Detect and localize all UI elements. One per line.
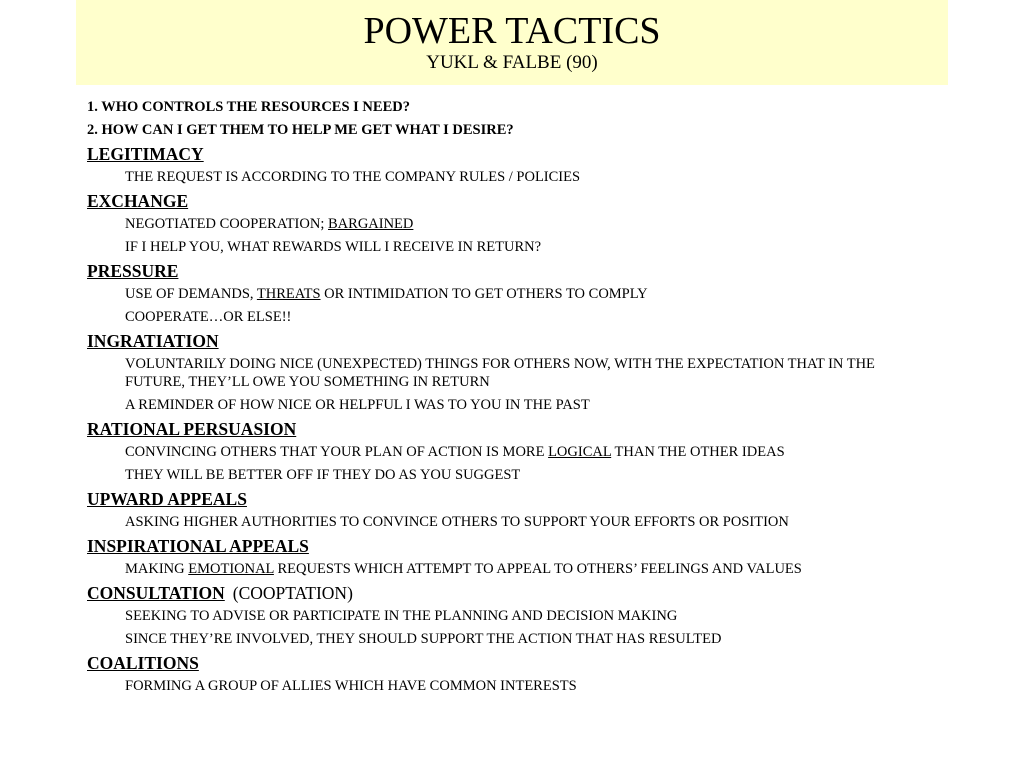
tactic-detail: FORMING A GROUP OF ALLIES WHICH HAVE COMMON INTERESTS <box>125 678 577 694</box>
detail-text: MAKING <box>125 561 189 577</box>
tactic-alias: (COOPTATION) <box>232 583 353 603</box>
emphasis-text: EMOTIONAL <box>188 561 274 577</box>
tactic-heading-upward-appeals <box>87 489 987 510</box>
tactic-detail: ASKING HIGHER AUTHORITIES TO CONVINCE OTHERS TO SUPPORT YOUR EFFORTS OR POSITION <box>125 514 789 530</box>
detail-text: OR INTIMIDATION TO GET OTHERS TO COMPLY <box>320 286 648 302</box>
tactic-name: UPWARD APPEALS <box>87 489 247 509</box>
tactic-heading-coalitions <box>87 653 987 674</box>
tactic-heading-pressure <box>87 261 987 282</box>
tactic-heading-exchange <box>87 191 987 212</box>
tactic-heading-ingratiation <box>87 331 987 352</box>
title-banner <box>76 0 948 85</box>
detail-text: NEGOTIATED COOPERATION; <box>125 216 328 232</box>
tactic-detail <box>125 560 985 578</box>
tactic-detail: THE REQUEST IS ACCORDING TO THE COMPANY RULES / POLICIES <box>125 169 581 185</box>
detail-text: REQUESTS WHICH ATTEMPT TO APPEAL TO OTHERS’ FEELINGS AND VALUES <box>273 561 802 577</box>
detail-text: CONVINCING OTHERS THAT YOUR PLAN OF ACTION IS MORE <box>125 444 549 460</box>
tactic-detail <box>125 443 925 461</box>
question-1: 1. WHO CONTROLS THE RESOURCES I NEED? <box>87 99 410 115</box>
tactic-detail <box>125 215 925 233</box>
tactic-name: INSPIRATIONAL APPEALS <box>87 536 309 556</box>
tactic-detail: A REMINDER OF HOW NICE OR HELPFUL I WAS TO YOU IN THE PAST <box>125 397 590 413</box>
tactic-detail: SINCE THEY’RE INVOLVED, THEY SHOULD SUPPORT THE ACTION THAT HAS RESULTED <box>125 631 722 647</box>
slide-content <box>87 98 987 700</box>
tactic-name: CONSULTATION <box>87 583 225 603</box>
tactic-heading-rational-persuasion <box>87 419 987 440</box>
emphasis-text: LOGICAL <box>548 444 612 460</box>
tactic-name: RATIONAL PERSUASION <box>87 419 297 439</box>
question-2: 2. HOW CAN I GET THEM TO HELP ME GET WHAT I DESIRE? <box>87 122 514 138</box>
tactic-heading-inspirational-appeals <box>87 536 987 557</box>
tactic-name: INGRATIATION <box>87 331 219 351</box>
detail-text: USE OF DEMANDS, <box>125 286 257 302</box>
tactic-name: LEGITIMACY <box>87 144 204 164</box>
detail-text: THAN THE OTHER IDEAS <box>611 444 785 460</box>
emphasis-text: THREATS <box>256 286 321 302</box>
page-subtitle: YUKL & FALBE (90) <box>426 52 598 73</box>
tactic-name: COALITIONS <box>87 653 199 673</box>
page-title: POWER TACTICS <box>363 10 661 52</box>
tactic-detail: VOLUNTARILY DOING NICE (UNEXPECTED) THINGS FOR OTHERS NOW, WITH THE EXPECTATION THAT IN THE FUTURE, THEY’LL OWE YOU SOMETHING IN RETURN <box>125 356 875 390</box>
tactic-detail: IF I HELP YOU, WHAT REWARDS WILL I RECEIVE IN RETURN? <box>125 239 542 255</box>
tactic-detail <box>125 285 925 303</box>
tactic-name: PRESSURE <box>87 261 179 281</box>
tactic-detail: COOPERATE…OR ELSE!! <box>125 309 292 325</box>
tactic-detail: SEEKING TO ADVISE OR PARTICIPATE IN THE PLANNING AND DECISION MAKING <box>125 608 678 624</box>
tactic-heading-legitimacy <box>87 144 987 165</box>
tactic-heading-consultation <box>87 583 987 604</box>
tactic-detail: THEY WILL BE BETTER OFF IF THEY DO AS YOU SUGGEST <box>125 467 521 483</box>
emphasis-text: BARGAINED <box>328 216 414 232</box>
tactic-name: EXCHANGE <box>87 191 189 211</box>
